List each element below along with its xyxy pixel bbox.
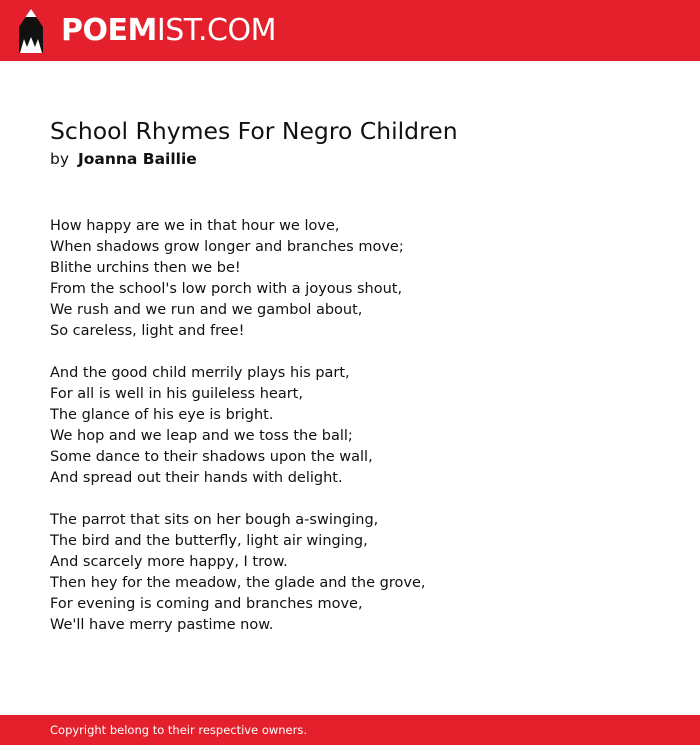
poem-line: And spread out their hands with delight. [50, 470, 343, 486]
poem-line: From the school's low porch with a joyous shout, [50, 281, 403, 297]
poem-line: How happy are we in that hour we love, [50, 218, 340, 234]
poem-line: Blithe urchins then we be! [50, 260, 241, 276]
poem-line: Then hey for the meadow, the glade and the grove, [50, 575, 426, 591]
poem-line: We hop and we leap and we toss the ball; [50, 428, 353, 444]
by-label: by [50, 150, 70, 168]
stanza [50, 216, 650, 342]
poem-line: We rush and we run and we gambol about, [50, 302, 363, 318]
poem-body [50, 216, 650, 636]
poem-line: The bird and the butterfly, light air winging, [50, 533, 368, 549]
site-logo[interactable] [17, 8, 276, 54]
poem-line: When shadows grow longer and branches move; [50, 239, 404, 255]
site-logo-text [61, 9, 276, 53]
site-footer [0, 715, 700, 745]
poem-line: The parrot that sits on her bough a-swinging, [50, 512, 379, 528]
poem-line: The glance of his eye is bright. [50, 407, 274, 423]
stanza [50, 510, 650, 636]
poem-line: For evening is coming and branches move, [50, 596, 363, 612]
pencil-logo-icon [17, 9, 45, 53]
poem-line: So careless, light and free! [50, 323, 245, 339]
poem-title: School Rhymes For Negro Children [50, 117, 458, 145]
poem-content [50, 116, 650, 657]
poem-line: For all is well in his guileless heart, [50, 386, 303, 402]
site-header [0, 0, 700, 61]
stanza [50, 363, 650, 489]
author-name[interactable]: Joanna Baillie [77, 150, 197, 168]
poem-line: We'll have merry pastime now. [50, 617, 274, 633]
poem-line: Some dance to their shadows upon the wall, [50, 449, 373, 465]
logo-text-bold: POEM [61, 13, 157, 48]
copyright-text: Copyright belong to their respective owners. [50, 723, 308, 737]
poem-byline [50, 148, 650, 170]
poem-line: And scarcely more happy, I trow. [50, 554, 288, 570]
poem-line: And the good child merrily plays his part, [50, 365, 350, 381]
logo-text-light: IST.COM [156, 13, 276, 48]
